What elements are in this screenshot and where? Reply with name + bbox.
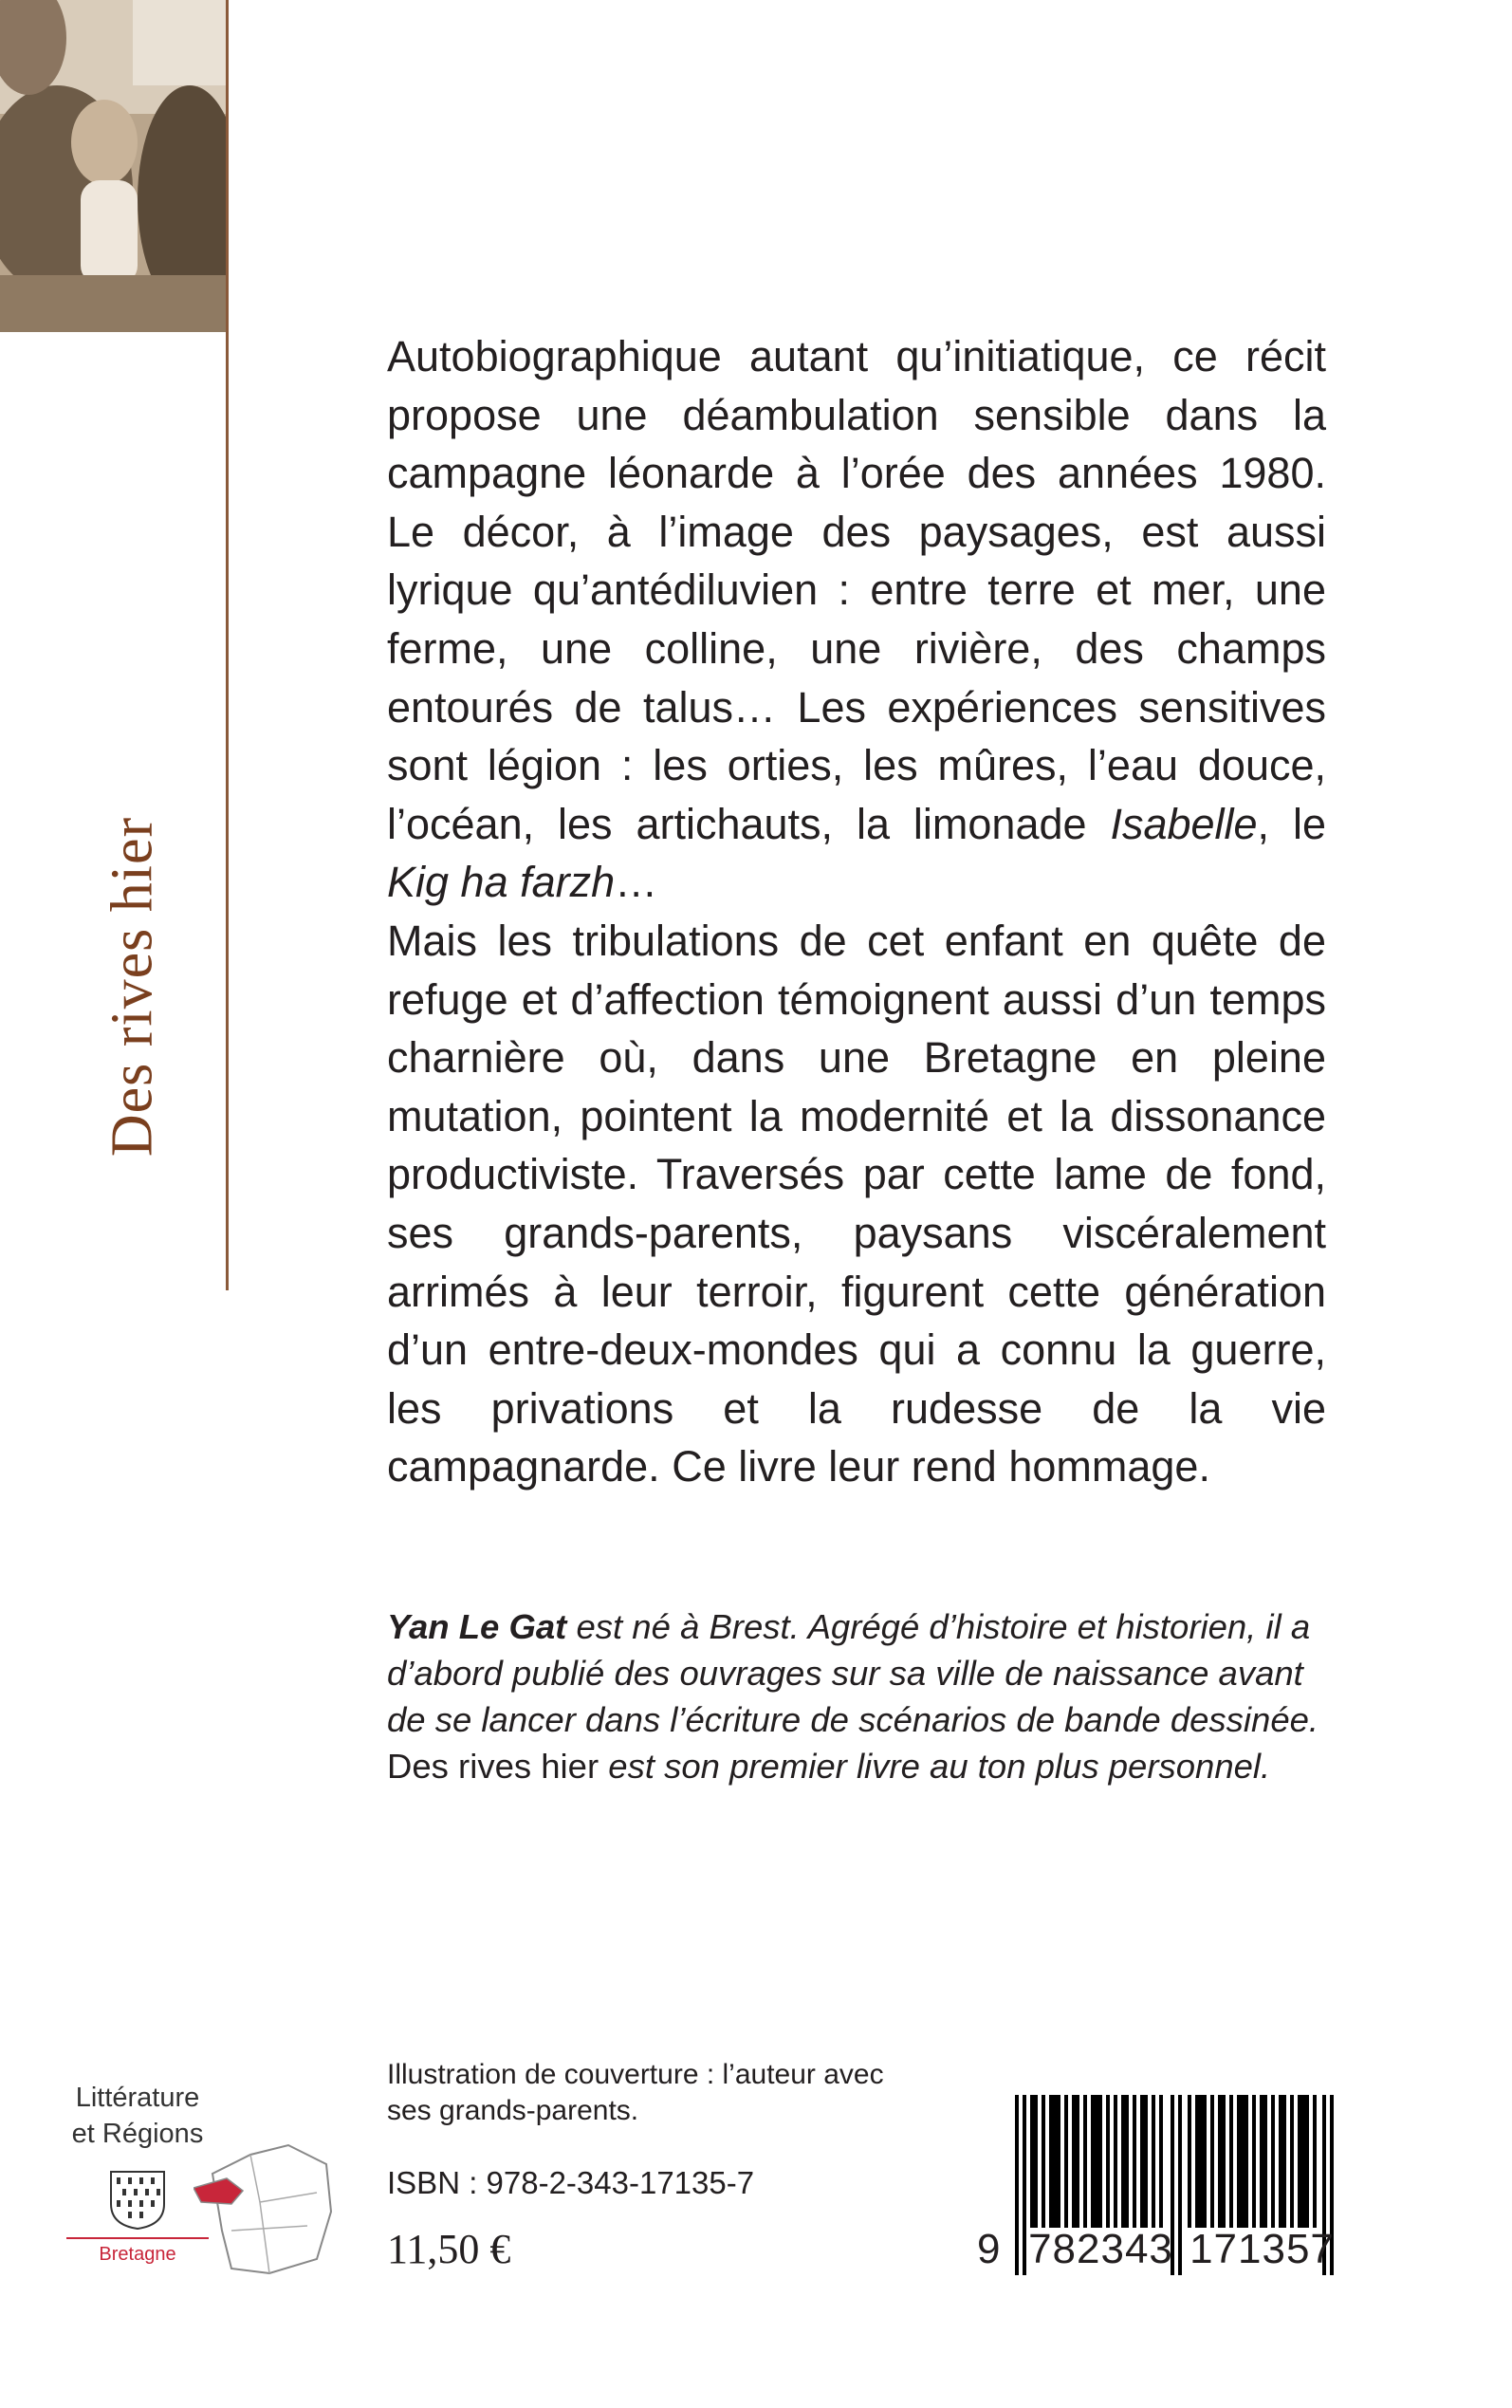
blurb-text: , le xyxy=(1257,799,1326,848)
bio-text: est son premier livre au ton plus personnel. xyxy=(599,1747,1271,1786)
barcode-group-2: 171357 xyxy=(1189,2226,1335,2272)
blurb-italic-isabelle: Isabelle xyxy=(1110,799,1258,848)
isbn: ISBN : 978-2-343-17135-7 xyxy=(387,2165,755,2200)
back-cover-blurb xyxy=(387,327,1326,1496)
author-bio xyxy=(387,1603,1326,1789)
blurb-text: Autobiographique autant qu’initiatique, ce récit propose une déambulation sensible dans la campagne léonarde à l’orée des années 1980. Le décor, à l’image des paysages, est aussi lyrique qu’antédiluvien : entre terre et mer, une ferme, une colline, une rivière, des champs entourés de talus… Les expériences sensitives sont légion : les orties, les mûres, l’eau douce, l’océan, les artichauts, la limonade xyxy=(387,332,1326,848)
spine-strip xyxy=(0,0,228,2408)
spine-title: Des rives hier xyxy=(100,816,165,1158)
cover-credit: Illustration de couverture : l’auteur avec ses grands-parents. xyxy=(387,2059,884,2126)
blurb-paragraph-2: Mais les tribulations de cet enfant en quête de refuge et d’affection témoignent aussi d’un temps charnière où, dans une Bretagne en pleine mutation, pointent la modernité et la dissonance productiviste. Traversés par cette lame de fond, ses grands-parents, paysans viscéralement arrimés à leur terroir, figurent cette génération d’un entre-deux-mondes qui a connu la guerre, les privations et la rudesse de la vie campagnarde. Ce livre leur rend hommage. xyxy=(387,916,1326,1491)
logo-line2: et Régions xyxy=(71,2119,204,2149)
logo-line1: Littérature xyxy=(75,2083,200,2113)
ermine-shield-icon xyxy=(109,2170,166,2231)
author-name: Yan Le Gat xyxy=(387,1607,567,1646)
logo-rule xyxy=(66,2237,209,2239)
collection-logo xyxy=(66,2083,256,2272)
france-map-icon xyxy=(194,2136,336,2278)
blurb-italic-kig-ha-farzh: Kig ha farzh xyxy=(387,858,616,907)
blurb-text: … xyxy=(615,858,658,907)
bio-book-title: Des rives hier xyxy=(387,1747,599,1786)
barcode-digits xyxy=(977,2226,1347,2273)
barcode-group-1: 782343 xyxy=(1028,2226,1173,2272)
barcode-first-digit: 9 xyxy=(977,2226,1002,2272)
blurb-paragraph-1 xyxy=(387,327,1326,912)
cover-photo xyxy=(0,0,226,332)
price: 11,50 € xyxy=(387,2226,511,2272)
logo-region: Bretagne xyxy=(99,2244,176,2265)
bio-text: est né à Brest. Agrégé d’histoire et historien, il a d’abord publié des ouvrages sur sa ville de naissance avant de se lancer dans l’écriture de scénarios de bande dessinée. xyxy=(387,1607,1319,1739)
spine-rule xyxy=(226,0,229,1290)
